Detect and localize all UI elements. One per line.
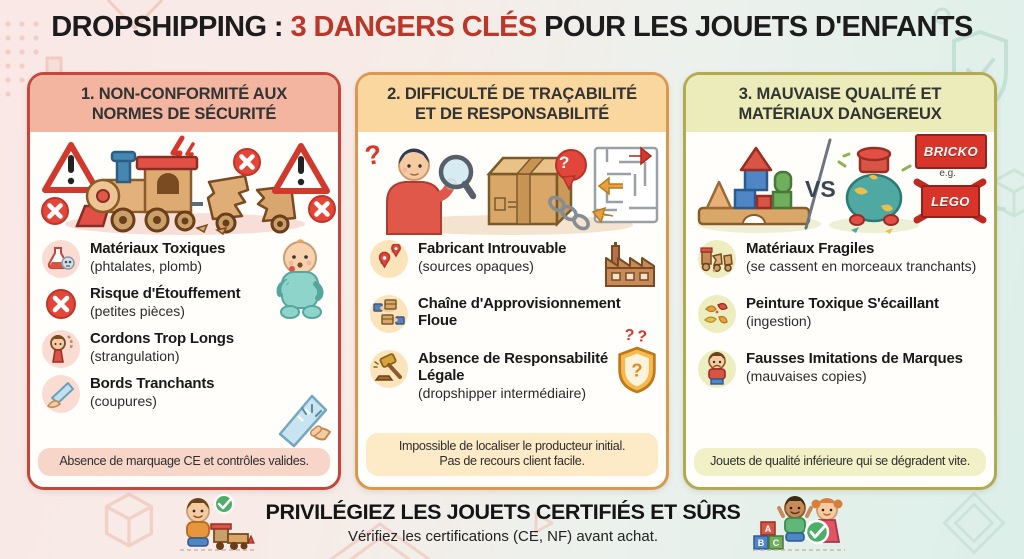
paint-flakes-icon [698,295,736,333]
item-title: Cordons Trop Longs [90,330,234,348]
page-title [0,11,1024,44]
item-subtitle: (phtalates, plomb) [90,258,203,275]
x-circle-icon [42,285,80,323]
card-non-conformite [27,72,341,490]
card2-header-line2: ET DE RESPONSABILITÉ [414,105,610,124]
eg-label: e.g. [939,168,956,180]
svg-text:?: ? [631,358,643,380]
footer-banner [0,494,1024,552]
card1-items [30,236,338,448]
supply-hands-icon [370,295,408,333]
item-title: Fausses Imitations de Marques [746,350,963,368]
note-line: Impossible de localiser le producteur initial. [398,438,626,453]
card3-header [686,75,994,132]
item-title: Matériaux Toxiques [90,240,226,258]
flask-skull-icon [42,240,80,278]
broken-train-icon [698,240,736,278]
kids-with-blocks-illustration [751,494,847,552]
svg-text:A: A [764,524,771,534]
title-part1: DROPSHIPPING : [51,11,291,43]
factory-icon [602,242,658,290]
fake-brand-logo: BRICKO [915,134,987,169]
svg-text:B: B [757,538,764,548]
card3-note [694,448,986,476]
question-marks: ?? [623,326,651,346]
boy-with-train-illustration [178,494,256,552]
card3-header-line2: MATÉRIAUX DANGEREUX [738,105,942,124]
card3-header-line1: 3. MAUVAISE QUALITÉ ET [738,85,942,103]
route-pins-icon [370,240,408,278]
legal-uncertainty-illustration [612,328,662,399]
item-subtitle: (coupures) [90,393,157,410]
svg-text:C: C [772,538,779,548]
card1-header-line2: NORMES DE SÉCURITÉ [91,105,277,124]
danger-cards [27,72,997,490]
card2-header [358,75,666,132]
item-title: Peinture Toxique S'écaillant [746,295,939,313]
list-item-cords [42,330,328,368]
gavel-icon [370,350,408,388]
card-tracabilite [355,72,669,490]
question-mark: ? [362,139,384,172]
item-title: Matériaux Fragiles [746,240,875,258]
item-title: Bords Tranchants [90,375,215,393]
hand-sharp-edge-illustration [272,388,334,448]
sad-boy-icon [698,350,736,388]
item-subtitle: (dropshipper intermédiaire) [418,384,587,401]
traceability-illustration [358,132,666,236]
question-shield-icon [616,346,658,394]
list-item-peinture [698,295,984,333]
item-subtitle: (sources opaques) [418,258,534,275]
crossed-brand-logo: LEGO [921,185,980,218]
item-subtitle: (ingestion) [746,313,812,330]
footer-subtitle: Vérifiez les certifications (CE, NF) avant achat. [347,527,659,545]
baby-illustration [268,238,334,320]
footer-title: PRIVILÉGIEZ LES JOUETS CERTIFIÉS ET SÛRS [265,500,741,525]
item-title: Absence de Responsabilité Légale [418,350,609,385]
list-item-fragiles [698,240,984,278]
item-title: Risque d'Étouffement [90,285,241,303]
card1-header-line1: 1. NON-CONFORMITÉ AUX [80,85,288,103]
bubble-question-mark: ? [559,153,570,173]
list-item-imitations [698,350,984,388]
vs-label: VS [805,176,836,203]
card2-items [358,236,666,432]
item-subtitle: (strangulation) [90,348,180,365]
title-highlight: 3 DANGERS CLÉS [290,11,537,43]
item-title: Chaîne d'Approvisionnement Floue [418,295,621,330]
note-line: Pas de recours client facile. [439,454,585,469]
doll-cord-icon [42,330,80,368]
title-part2: POUR LES JOUETS D'ENFANTS [536,11,973,43]
card3-items [686,236,994,448]
broken-train-illustration [30,132,338,236]
card2-note [366,433,658,476]
card-mauvaise-qualite [683,72,997,490]
card1-header [30,75,338,132]
card2-header-line1: 2. DIFFICULTÉ DE TRAÇABILITÉ [387,85,637,103]
card1-note [38,448,330,476]
note-line: Jouets de qualité inférieure qui se dégradent vite. [710,454,970,469]
note-line: Absence de marquage CE et contrôles valides. [59,454,309,469]
sharp-shard-icon [42,375,80,413]
quality-vs-illustration [686,132,994,236]
item-subtitle: (petites pièces) [90,303,185,320]
item-title: Fabricant Introuvable [418,240,567,258]
item-subtitle: (mauvaises copies) [746,368,867,385]
item-subtitle: (se cassent en morceaux tranchants) [746,258,977,275]
